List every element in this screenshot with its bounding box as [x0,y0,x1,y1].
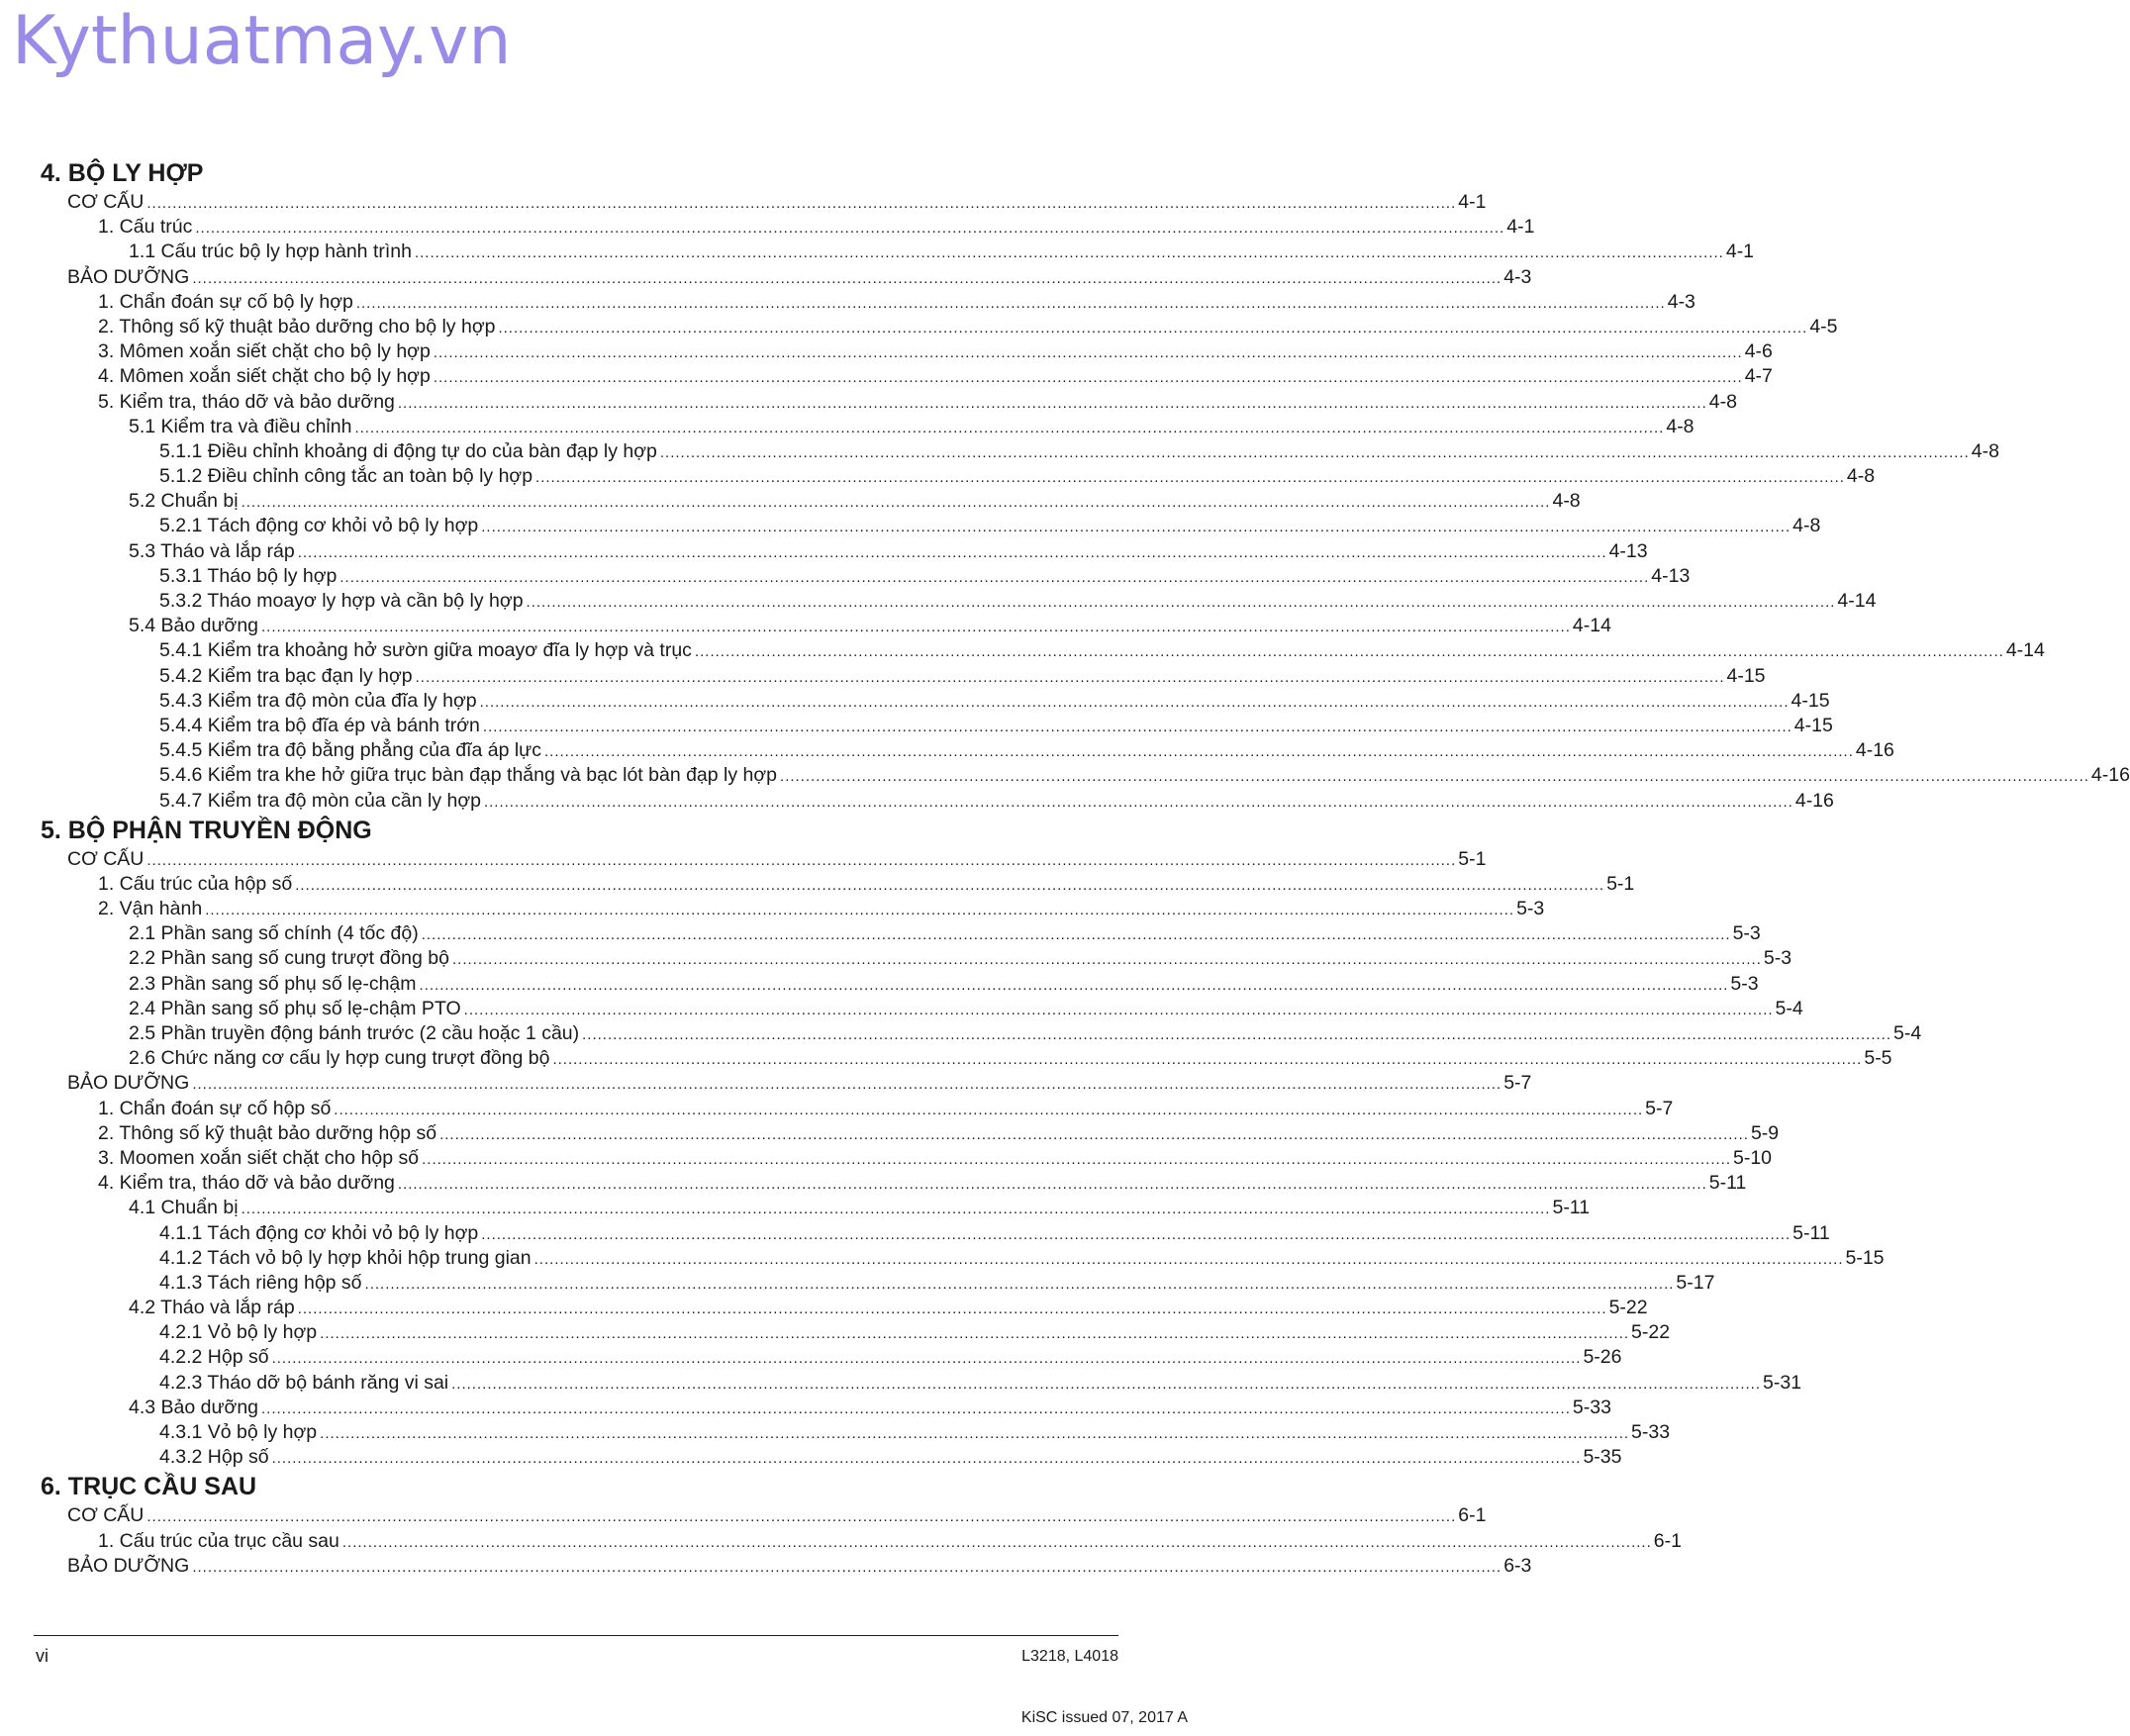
toc-entry-page: 4-16 [2090,764,2130,787]
toc-entry[interactable] [0,847,1487,872]
toc-entry[interactable] [0,1554,1532,1579]
dot-leader [242,490,1551,515]
dot-leader [192,1072,1501,1097]
toc-entry-title: 5.1.2 Điều chỉnh công tắc an toàn bộ ly hợp [159,465,533,488]
toc-entry-page: 5-10 [1733,1146,1773,1169]
dot-leader [342,1530,1652,1555]
toc-entry-page: 4-16 [1855,739,1894,762]
toc-entry-title: 1.1 Cấu trúc bộ ly hợp hành trình [129,241,412,263]
dot-leader [695,639,2004,664]
toc-entry-title: 4.3 Bảo dưỡng [129,1396,259,1418]
toc-entry[interactable] [0,464,1876,489]
toc-entry-page: 4-1 [1506,216,1535,239]
toc-entry-page: 4-8 [1552,490,1581,513]
toc-entry-page: 4-15 [1726,664,1766,687]
dot-leader [398,391,1707,416]
toc-entry[interactable] [0,415,1694,439]
toc-entry-title: 4. Kiểm tra, tháo dỡ và bảo dưỡng [98,1172,395,1195]
toc-entry-page: 5-7 [1645,1097,1674,1119]
toc-entry[interactable] [0,1529,1682,1554]
toc-entry[interactable] [0,265,1532,290]
toc-entry-page: 4-13 [1651,564,1691,587]
toc-entry-title: 5.4.6 Kiểm tra khe hở giữa trục bàn đạp thắng và bạc lót bàn đạp ly hợp [159,764,778,787]
dot-leader [272,1446,1582,1471]
toc-entry-page: 4-3 [1503,265,1532,288]
toc-entry-page: 5-1 [1606,872,1635,895]
toc-entry-title: 5.4.3 Kiểm tra độ mòn của đĩa ly hợp [159,689,477,712]
toc-entry[interactable] [0,1445,1622,1470]
watermark-logo: Kythuatmay.vn [12,2,512,80]
toc-entry-title: 5. Kiểm tra, tháo dỡ và bảo dưỡng [98,390,395,413]
toc-entry[interactable] [0,946,1792,971]
toc-entry-title: CƠ CẤU [67,191,145,213]
toc-entry-page: 4-8 [1708,390,1737,413]
dot-leader [242,1197,1551,1221]
toc-entry-page: 5-17 [1676,1271,1715,1294]
toc-entry-title: 5.3 Tháo và lắp ráp [129,539,295,562]
toc-entry[interactable] [0,897,1545,921]
toc-entry-title: 5.4 Bảo dưỡng [129,615,259,637]
toc-entry[interactable] [0,439,1999,464]
dot-leader [320,1421,1629,1446]
section-heading: 4. BỘ LY HỢP [41,159,204,187]
dot-leader [422,1147,1731,1172]
toc-entry-page: 4-16 [1794,789,1834,812]
footer-model: L3218, L4018 [1021,1648,1118,1665]
toc-entry-page: 5-33 [1572,1396,1611,1418]
toc-entry[interactable] [0,1146,1773,1171]
toc-entry-title: 5.2.1 Tách động cơ khỏi vỏ bộ ly hợp [159,515,479,537]
dot-leader [354,416,1664,440]
dot-leader [434,340,1743,365]
toc-entry-page: 4-1 [1725,241,1755,263]
toc-entry-page: 4-6 [1744,340,1773,363]
toc-entry[interactable] [0,190,1487,215]
dot-leader [334,1098,1643,1122]
toc-entry-page: 4-7 [1744,365,1773,388]
toc-entry-title: 4. Mômen xoắn siết chặt cho bộ ly hợp [98,365,431,388]
toc-entry[interactable] [0,1246,1885,1271]
toc-entry[interactable] [0,339,1773,364]
dot-leader [434,365,1743,390]
toc-entry-page: 5-3 [1730,972,1759,995]
toc-entry-page: 5-7 [1503,1072,1532,1095]
toc-entry-title: 1. Cấu trúc của trục cầu sau [98,1529,339,1552]
toc-entry-page: 5-5 [1864,1047,1892,1070]
toc-entry[interactable] [0,664,1766,689]
toc-entry[interactable] [0,614,1611,638]
toc-entry-title: 2.6 Chức năng cơ cấu ly hợp cung trượt đồng bộ [129,1047,550,1070]
toc-entry-title: 4.1.3 Tách riêng hộp số [159,1271,362,1294]
dot-leader [192,266,1501,291]
toc-entry-page: 4-13 [1608,539,1648,562]
toc-entry-title: 4.2.3 Tháo dỡ bộ bánh răng vi sai [159,1371,449,1394]
toc-entry[interactable] [0,364,1773,389]
toc-entry-title: 4.2.2 Hộp số [159,1346,269,1369]
dot-leader [295,873,1604,898]
toc-entry-title: 2.2 Phần sang số cung trượt đồng bộ [129,947,449,970]
toc-entry-page: 4-8 [1792,515,1821,537]
toc-entry[interactable] [0,1021,1922,1046]
toc-entry-title: 4.1 Chuẩn bị [129,1197,239,1219]
dot-leader [483,715,1792,739]
toc-entry[interactable] [0,240,1755,264]
toc-entry-page: 4-15 [1791,689,1830,712]
dot-leader [261,615,1571,639]
toc-entry[interactable] [0,638,2045,663]
toc-entry-title: 5.3.2 Tháo moayơ ly hợp và cần bộ ly hợp [159,590,524,612]
footer-divider [34,1635,1118,1636]
toc-entry[interactable] [0,390,1737,415]
toc-entry-page: 4-8 [1666,415,1694,437]
toc-entry-title: 2.5 Phần truyền động bánh trước (2 cầu hoặc 1 cầu) [129,1022,580,1044]
toc-entry-page: 6-3 [1503,1554,1532,1577]
toc-entry-title: 2. Thông số kỹ thuật bảo dưỡng cho bộ ly hợp [98,315,496,338]
dot-leader [398,1172,1707,1197]
toc-entry-page: 5-3 [1763,947,1792,970]
dot-leader [452,947,1762,972]
toc-entry-page: 4-14 [2005,639,2045,662]
dot-leader [464,998,1774,1022]
toc-entry-title: 5.4.5 Kiểm tra độ bằng phẳng của đĩa áp lực [159,739,541,762]
toc-entry-page: 5-22 [1608,1297,1648,1319]
toc-entry-page: 6-1 [1653,1529,1682,1552]
dot-leader [205,898,1514,922]
toc-entry-page: 5-9 [1750,1121,1780,1144]
dot-leader [498,316,1807,340]
dot-leader [416,665,1725,690]
toc-entry-title: BẢO DƯỠNG [67,1072,190,1095]
toc-entry[interactable] [0,789,1834,814]
toc-entry-title: 2.1 Phần sang số chính (4 tốc độ) [129,922,419,945]
toc-entry-page: 5-22 [1631,1321,1671,1344]
toc-entry-page: 4-1 [1458,191,1487,213]
toc-entry-page: 4-8 [1846,465,1876,488]
toc-entry[interactable] [0,1121,1780,1146]
toc-entry-title: 3. Mômen xoắn siết chặt cho bộ ly hợp [98,340,431,363]
dot-leader [415,241,1724,265]
toc-entry[interactable] [0,689,1830,714]
toc-entry-page: 5-31 [1763,1371,1802,1394]
dot-leader [534,1247,1844,1272]
dot-leader [356,291,1666,316]
toc-entry[interactable] [0,763,2130,788]
toc-entry[interactable] [0,1221,1830,1246]
toc-entry-page: 5-3 [1732,922,1761,945]
dot-leader [298,1297,1607,1321]
dot-leader [192,1555,1501,1580]
toc-entry-title: 5.1 Kiểm tra và điều chỉnh [129,415,352,437]
dot-leader [481,1222,1791,1247]
toc-entry-title: 5.4.1 Kiểm tra khoảng hở sườn giữa moayơ đĩa ly hợp và trục [159,639,692,662]
toc-entry[interactable] [0,872,1635,897]
dot-leader [535,465,1845,490]
toc-entry-title: 2.4 Phần sang số phụ số lẹ-chậm PTO [129,997,461,1019]
toc-entry-page: 5-11 [1792,1221,1830,1244]
toc-entry[interactable] [0,315,1838,339]
toc-entry-title: 1. Chẩn đoán sự cố hộp số [98,1097,332,1119]
dot-leader [451,1372,1761,1397]
toc-entry[interactable] [0,215,1535,240]
toc-entry[interactable] [0,1097,1674,1121]
dot-leader [146,191,1456,216]
dot-leader [582,1022,1891,1047]
toc-entry-page: 4-5 [1809,315,1838,338]
dot-leader [544,739,1854,764]
toc-entry-page: 5-33 [1631,1421,1671,1443]
toc-entry-title: 5.4.4 Kiểm tra bộ đĩa ép và bánh trớn [159,714,480,736]
toc-entry[interactable] [0,514,1821,538]
toc-entry-title: 4.3.1 Vỏ bộ ly hợp [159,1421,318,1443]
toc-entry-title: 4.2 Tháo và lắp ráp [129,1297,295,1319]
toc-entry-page: 5-15 [1845,1246,1885,1269]
toc-entry-page: 5-3 [1516,898,1545,920]
dot-leader [484,790,1793,815]
dot-leader [195,216,1504,241]
toc-entry-title: 5.4.7 Kiểm tra độ mòn của cần ly hợp [159,789,481,812]
toc-entry[interactable] [0,1171,1747,1196]
toc-entry-title: 4.2.1 Vỏ bộ ly hợp [159,1321,318,1344]
dot-leader [420,973,1729,998]
footer-issued: KiSC issued 07, 2017 A [1020,1709,1188,1726]
toc-entry-title: 1. Cấu trúc [98,216,193,239]
toc-entry-title: BẢO DƯỠNG [67,265,190,288]
toc-entry[interactable] [0,290,1695,315]
toc-entry[interactable] [0,1271,1715,1296]
toc-entry[interactable] [0,1345,1622,1370]
toc-entry[interactable] [0,738,1894,763]
section-heading: 6. TRỤC CẦU SAU [41,1473,257,1501]
toc-entry[interactable] [0,539,1648,564]
toc-entry-page: 5-4 [1775,997,1803,1019]
toc-entry-page: 5-11 [1708,1172,1747,1195]
dot-leader [146,1504,1456,1529]
dot-leader [320,1321,1629,1346]
dot-leader [527,590,1836,615]
toc-entry-page: 4-14 [1572,615,1611,637]
toc-entry-page: 5-26 [1583,1346,1622,1369]
dot-leader [481,515,1791,539]
toc-entry-page: 5-35 [1583,1446,1622,1469]
dot-leader [660,440,1970,465]
toc-entry-title: 2.3 Phần sang số phụ số lẹ-chậm [129,972,417,995]
toc-entry-title: 5.4.2 Kiểm tra bạc đạn ly hợp [159,664,413,687]
toc-entry-title: CƠ CẤU [67,847,145,870]
toc-entry-title: 4.1.1 Tách động cơ khỏi vỏ bộ ly hợp [159,1221,479,1244]
toc-entry[interactable] [0,564,1691,589]
toc-entry-title: 2. Vận hành [98,898,203,920]
toc-entry-page: 4-15 [1793,714,1833,736]
toc-entry-title: CƠ CẤU [67,1504,145,1527]
toc-entry[interactable] [0,1396,1611,1420]
dot-leader [365,1272,1675,1297]
dot-leader [339,565,1649,590]
toc-entry-title: 2. Thông số kỹ thuật bảo dưỡng hộp số [98,1121,437,1144]
toc-entry[interactable] [0,972,1759,997]
toc-entry-title: 4.1.2 Tách vỏ bộ ly hợp khỏi hộp trung gian [159,1246,532,1269]
toc-entry-page: 4-8 [1971,439,1999,462]
section-heading: 5. BỘ PHẬN TRUYỀN ĐỘNG [41,816,372,844]
toc-entry-page: 6-1 [1458,1504,1487,1527]
table-of-contents [0,156,2130,1579]
toc-entry[interactable] [0,1320,1671,1345]
dot-leader [480,690,1790,715]
toc-entry[interactable] [0,1046,1892,1071]
toc-entry[interactable] [0,1071,1532,1096]
toc-entry-page: 4-14 [1837,590,1877,612]
dot-leader [439,1122,1749,1147]
dot-leader [146,848,1456,873]
toc-entry-page: 5-11 [1552,1197,1591,1219]
dot-leader [272,1346,1582,1371]
dot-leader [552,1047,1862,1072]
toc-entry[interactable] [0,921,1761,946]
toc-entry[interactable] [0,1371,1802,1396]
dot-leader [780,764,2089,789]
dot-leader [422,922,1731,947]
dot-leader [298,540,1607,565]
toc-entry[interactable] [0,714,1833,738]
toc-entry-title: 4.3.2 Hộp số [159,1446,269,1469]
toc-entry-page: 5-1 [1458,847,1487,870]
toc-entry-page: 4-3 [1667,290,1695,313]
toc-entry-title: 5.2 Chuẩn bị [129,490,239,513]
dot-leader [261,1397,1571,1421]
toc-entry[interactable] [0,1296,1648,1320]
toc-entry[interactable] [0,1196,1591,1220]
toc-entry-title: BẢO DƯỠNG [67,1554,190,1577]
toc-entry[interactable] [0,1503,1487,1528]
toc-entry-title: 1. Cấu trúc của hộp số [98,872,293,895]
toc-entry[interactable] [0,1420,1671,1445]
toc-entry[interactable] [0,589,1877,614]
toc-entry[interactable] [0,489,1581,514]
toc-entry-title: 1. Chẩn đoán sự cố bộ ly hợp [98,290,353,313]
toc-entry[interactable] [0,997,1803,1021]
toc-entry-title: 3. Moomen xoắn siết chặt cho hộp số [98,1146,420,1169]
toc-entry-title: 5.1.1 Điều chỉnh khoảng di động tự do của bàn đạp ly hợp [159,439,657,462]
toc-entry-title: 5.3.1 Tháo bộ ly hợp [159,564,338,587]
footer-page-number: vi [36,1646,48,1666]
toc-entry-page: 5-4 [1893,1022,1922,1044]
